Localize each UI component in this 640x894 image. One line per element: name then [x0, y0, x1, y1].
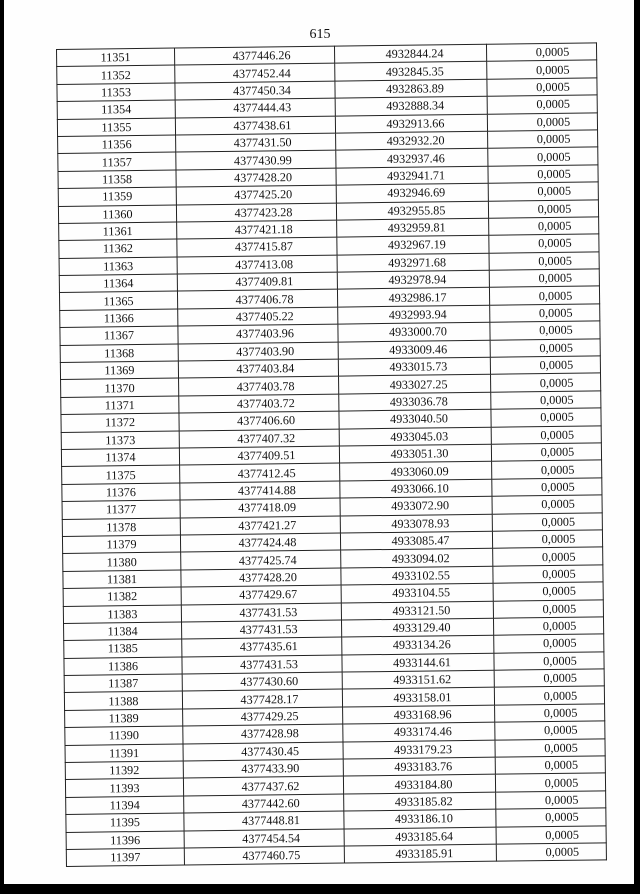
- accuracy-value-cell: 0,0005: [489, 234, 599, 253]
- scan-border-left: [0, 0, 4, 894]
- accuracy-value-cell: 0,0005: [493, 599, 603, 618]
- x-coordinate-cell: 4377428.17: [182, 690, 342, 709]
- x-coordinate-cell: 4377438.61: [175, 116, 335, 135]
- accuracy-value-cell: 0,0005: [491, 408, 601, 427]
- y-coordinate-cell: 4933060.09: [340, 462, 492, 481]
- point-number-cell: 11352: [57, 65, 175, 84]
- x-coordinate-cell: 4377403.72: [179, 394, 339, 413]
- accuracy-value-cell: 0,0005: [495, 773, 605, 792]
- point-number-cell: 11355: [57, 118, 175, 137]
- point-number-cell: 11386: [64, 657, 182, 676]
- x-coordinate-cell: 4377403.96: [178, 324, 338, 343]
- coordinates-table-body: [57, 43, 607, 867]
- x-coordinate-cell: 4377409.51: [179, 446, 339, 465]
- y-coordinate-cell: 4933094.02: [341, 549, 493, 568]
- x-coordinate-cell: 4377424.48: [180, 533, 340, 552]
- accuracy-value-cell: 0,0005: [491, 373, 601, 392]
- accuracy-value-cell: 0,0005: [494, 686, 604, 705]
- accuracy-value-cell: 0,0005: [490, 339, 600, 358]
- coordinates-table: [56, 42, 607, 867]
- point-number-cell: 11361: [59, 222, 177, 241]
- y-coordinate-cell: 4932955.85: [336, 201, 488, 220]
- x-coordinate-cell: 4377430.99: [176, 150, 336, 169]
- accuracy-value-cell: 0,0005: [488, 182, 598, 201]
- accuracy-value-cell: 0,0005: [493, 565, 603, 584]
- x-coordinate-cell: 4377433.90: [183, 759, 343, 778]
- accuracy-value-cell: 0,0005: [492, 495, 602, 514]
- x-coordinate-cell: 4377437.62: [183, 776, 343, 795]
- x-coordinate-cell: 4377403.78: [179, 376, 339, 395]
- x-coordinate-cell: 4377425.20: [176, 185, 336, 204]
- accuracy-value-cell: 0,0005: [487, 112, 597, 131]
- y-coordinate-cell: 4932932.20: [336, 131, 488, 150]
- accuracy-value-cell: 0,0005: [489, 252, 599, 271]
- accuracy-value-cell: 0,0005: [492, 512, 602, 531]
- x-coordinate-cell: 4377431.53: [181, 603, 341, 622]
- x-coordinate-cell: 4377430.45: [183, 742, 343, 761]
- y-coordinate-cell: 4932986.17: [337, 288, 489, 307]
- x-coordinate-cell: 4377460.75: [184, 846, 344, 865]
- point-number-cell: 11359: [58, 187, 176, 206]
- y-coordinate-cell: 4933174.46: [343, 722, 495, 741]
- accuracy-value-cell: 0,0005: [487, 95, 597, 114]
- accuracy-value-cell: 0,0005: [490, 304, 600, 323]
- point-number-cell: 11397: [66, 848, 184, 867]
- point-number-cell: 11373: [61, 431, 179, 450]
- accuracy-value-cell: 0,0005: [492, 530, 602, 549]
- accuracy-value-cell: 0,0005: [494, 652, 604, 671]
- x-coordinate-cell: 4377428.20: [176, 168, 336, 187]
- x-coordinate-cell: 4377413.08: [177, 255, 337, 274]
- x-coordinate-cell: 4377421.18: [177, 220, 337, 239]
- x-coordinate-cell: 4377407.32: [179, 429, 339, 448]
- y-coordinate-cell: 4933186.10: [344, 809, 496, 828]
- point-number-cell: 11380: [63, 552, 181, 571]
- point-number-cell: 11395: [66, 813, 184, 832]
- point-number-cell: 11385: [64, 639, 182, 658]
- y-coordinate-cell: 4933027.25: [339, 375, 491, 394]
- x-coordinate-cell: 4377414.88: [180, 481, 340, 500]
- accuracy-value-cell: 0,0005: [496, 808, 606, 827]
- point-number-cell: 11381: [63, 570, 181, 589]
- x-coordinate-cell: 4377431.50: [176, 133, 336, 152]
- y-coordinate-cell: 4933134.26: [342, 635, 494, 654]
- x-coordinate-cell: 4377428.98: [183, 724, 343, 743]
- x-coordinate-cell: 4377450.34: [175, 81, 335, 100]
- accuracy-value-cell: 0,0005: [486, 43, 596, 62]
- scan-border-right: [634, 0, 640, 894]
- x-coordinate-cell: 4377406.60: [179, 411, 339, 430]
- y-coordinate-cell: 4933179.23: [343, 740, 495, 759]
- x-coordinate-cell: 4377415.87: [177, 237, 337, 256]
- y-coordinate-cell: 4933151.62: [342, 670, 494, 689]
- point-number-cell: 11393: [65, 778, 183, 797]
- y-coordinate-cell: 4933185.64: [344, 827, 496, 846]
- accuracy-value-cell: 0,0005: [496, 791, 606, 810]
- y-coordinate-cell: 4932913.66: [335, 114, 487, 133]
- point-number-cell: 11354: [57, 100, 175, 119]
- accuracy-value-cell: 0,0005: [488, 199, 598, 218]
- y-coordinate-cell: 4933072.90: [340, 496, 492, 515]
- x-coordinate-cell: 4377425.74: [181, 550, 341, 569]
- point-number-cell: 11388: [64, 691, 182, 710]
- point-number-cell: 11363: [59, 257, 177, 276]
- y-coordinate-cell: 4933185.82: [344, 792, 496, 811]
- y-coordinate-cell: 4933051.30: [339, 444, 491, 463]
- x-coordinate-cell: 4377403.84: [178, 359, 338, 378]
- y-coordinate-cell: 4933158.01: [342, 688, 494, 707]
- point-number-cell: 11382: [63, 587, 181, 606]
- accuracy-value-cell: 0,0005: [492, 460, 602, 479]
- x-coordinate-cell: 4377431.53: [182, 620, 342, 639]
- y-coordinate-cell: 4933129.40: [341, 618, 493, 637]
- y-coordinate-cell: 4933168.96: [343, 705, 495, 724]
- x-coordinate-cell: 4377409.81: [177, 272, 337, 291]
- point-number-cell: 11377: [62, 500, 180, 519]
- y-coordinate-cell: 4933066.10: [340, 479, 492, 498]
- y-coordinate-cell: 4933009.46: [338, 340, 490, 359]
- point-number-cell: 11366: [60, 309, 178, 328]
- accuracy-value-cell: 0,0005: [496, 825, 606, 844]
- y-coordinate-cell: 4932946.69: [336, 183, 488, 202]
- accuracy-value-cell: 0,0005: [491, 391, 601, 410]
- accuracy-value-cell: 0,0005: [490, 356, 600, 375]
- x-coordinate-cell: 4377418.09: [180, 498, 340, 517]
- accuracy-value-cell: 0,0005: [488, 147, 598, 166]
- point-number-cell: 11374: [61, 448, 179, 467]
- accuracy-value-cell: 0,0005: [489, 217, 599, 236]
- accuracy-value-cell: 0,0005: [492, 478, 602, 497]
- accuracy-value-cell: 0,0005: [495, 721, 605, 740]
- accuracy-value-cell: 0,0005: [491, 425, 601, 444]
- accuracy-value-cell: 0,0005: [487, 60, 597, 79]
- accuracy-value-cell: 0,0005: [494, 634, 604, 653]
- y-coordinate-cell: 4933085.47: [340, 531, 492, 550]
- point-number-cell: 11360: [58, 205, 176, 224]
- accuracy-value-cell: 0,0005: [489, 286, 599, 305]
- point-number-cell: 11372: [61, 413, 179, 432]
- y-coordinate-cell: 4933102.55: [341, 566, 493, 585]
- point-number-cell: 11376: [62, 483, 180, 502]
- x-coordinate-cell: 4377403.90: [178, 342, 338, 361]
- point-number-cell: 11371: [61, 396, 179, 415]
- y-coordinate-cell: 4933183.76: [343, 757, 495, 776]
- point-number-cell: 11351: [57, 48, 175, 67]
- accuracy-value-cell: 0,0005: [495, 704, 605, 723]
- x-coordinate-cell: 4377430.60: [182, 672, 342, 691]
- accuracy-value-cell: 0,0005: [489, 269, 599, 288]
- x-coordinate-cell: 4377448.81: [184, 811, 344, 830]
- x-coordinate-cell: 4377405.22: [178, 307, 338, 326]
- accuracy-value-cell: 0,0005: [495, 756, 605, 775]
- point-number-cell: 11375: [62, 465, 180, 484]
- point-number-cell: 11370: [61, 378, 179, 397]
- point-number-cell: 11387: [64, 674, 182, 693]
- y-coordinate-cell: 4932888.34: [335, 96, 487, 115]
- accuracy-value-cell: 0,0005: [493, 617, 603, 636]
- y-coordinate-cell: 4933045.03: [339, 427, 491, 446]
- y-coordinate-cell: 4932863.89: [335, 79, 487, 98]
- y-coordinate-cell: 4933121.50: [341, 601, 493, 620]
- y-coordinate-cell: 4933015.73: [338, 357, 490, 376]
- y-coordinate-cell: 4932941.71: [336, 166, 488, 185]
- point-number-cell: 11390: [65, 726, 183, 745]
- accuracy-value-cell: 0,0005: [487, 78, 597, 97]
- point-number-cell: 11368: [60, 344, 178, 363]
- point-number-cell: 11396: [66, 831, 184, 850]
- y-coordinate-cell: 4932845.35: [335, 62, 487, 81]
- accuracy-value-cell: 0,0005: [493, 582, 603, 601]
- point-number-cell: 11353: [57, 83, 175, 102]
- x-coordinate-cell: 4377412.45: [180, 463, 340, 482]
- accuracy-value-cell: 0,0005: [496, 843, 606, 862]
- x-coordinate-cell: 4377429.67: [181, 585, 341, 604]
- scan-border-bottom: [0, 884, 640, 894]
- point-number-cell: 11356: [58, 135, 176, 154]
- point-number-cell: 11357: [58, 152, 176, 171]
- point-number-cell: 11389: [65, 709, 183, 728]
- y-coordinate-cell: 4932959.81: [337, 218, 489, 237]
- y-coordinate-cell: 4932978.94: [337, 270, 489, 289]
- accuracy-value-cell: 0,0005: [495, 738, 605, 757]
- x-coordinate-cell: 4377435.61: [182, 637, 342, 656]
- x-coordinate-cell: 4377454.54: [184, 829, 344, 848]
- y-coordinate-cell: 4932993.94: [338, 305, 490, 324]
- x-coordinate-cell: 4377444.43: [175, 98, 335, 117]
- point-number-cell: 11369: [60, 361, 178, 380]
- accuracy-value-cell: 0,0005: [494, 669, 604, 688]
- x-coordinate-cell: 4377428.20: [181, 568, 341, 587]
- point-number-cell: 11391: [65, 744, 183, 763]
- y-coordinate-cell: 4932971.68: [337, 253, 489, 272]
- point-number-cell: 11394: [66, 796, 184, 815]
- y-coordinate-cell: 4933184.80: [343, 775, 495, 794]
- point-number-cell: 11367: [60, 326, 178, 345]
- x-coordinate-cell: 4377446.26: [174, 46, 334, 65]
- x-coordinate-cell: 4377421.27: [180, 516, 340, 535]
- y-coordinate-cell: 4933104.55: [341, 583, 493, 602]
- point-number-cell: 11364: [59, 274, 177, 293]
- accuracy-value-cell: 0,0005: [488, 130, 598, 149]
- point-number-cell: 11362: [59, 239, 177, 258]
- y-coordinate-cell: 4933078.93: [340, 514, 492, 533]
- point-number-cell: 11384: [64, 622, 182, 641]
- point-number-cell: 11365: [59, 292, 177, 311]
- y-coordinate-cell: 4933144.61: [342, 653, 494, 672]
- x-coordinate-cell: 4377429.25: [183, 707, 343, 726]
- y-coordinate-cell: 4933036.78: [339, 392, 491, 411]
- x-coordinate-cell: 4377423.28: [176, 203, 336, 222]
- point-number-cell: 11392: [65, 761, 183, 780]
- x-coordinate-cell: 4377406.78: [177, 290, 337, 309]
- point-number-cell: 11378: [62, 518, 180, 537]
- point-number-cell: 11383: [63, 605, 181, 624]
- accuracy-value-cell: 0,0005: [490, 321, 600, 340]
- accuracy-value-cell: 0,0005: [493, 547, 603, 566]
- point-number-cell: 11358: [58, 170, 176, 189]
- x-coordinate-cell: 4377442.60: [184, 794, 344, 813]
- y-coordinate-cell: 4932967.19: [337, 236, 489, 255]
- accuracy-value-cell: 0,0005: [488, 165, 598, 184]
- point-number-cell: 11379: [62, 535, 180, 554]
- y-coordinate-cell: 4933000.70: [338, 322, 490, 341]
- x-coordinate-cell: 4377452.44: [175, 63, 335, 82]
- y-coordinate-cell: 4933185.91: [344, 844, 496, 863]
- y-coordinate-cell: 4932937.46: [336, 149, 488, 168]
- x-coordinate-cell: 4377431.53: [182, 655, 342, 674]
- y-coordinate-cell: 4933040.50: [339, 409, 491, 428]
- accuracy-value-cell: 0,0005: [491, 443, 601, 462]
- y-coordinate-cell: 4932844.24: [334, 44, 486, 63]
- page-number: 615: [309, 27, 331, 42]
